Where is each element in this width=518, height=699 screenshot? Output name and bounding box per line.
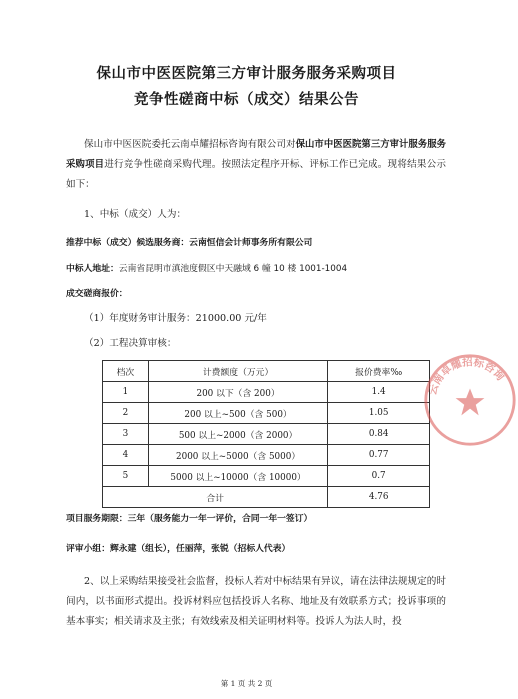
rate-cell: 0.77 (328, 445, 430, 466)
amount-cell: 200 以下（含 200） (148, 382, 327, 403)
review-panel-line: 评审小组：辉永建（组长），任丽萍，张锐（招标人代表） (66, 544, 291, 554)
header-amount: 计费额度（万元） (148, 361, 327, 382)
tier-cell: 3 (103, 424, 149, 445)
amount-cell: 500 以上~2000（含 2000） (148, 424, 327, 445)
intro-paragraph (66, 135, 446, 195)
rate-cell: 1.4 (328, 382, 430, 403)
tier-cell: 5 (103, 466, 149, 487)
amount-cell: 5000 以上~10000（含 10000） (148, 466, 327, 487)
table-total-row (103, 487, 430, 508)
company-seal-icon (422, 352, 518, 448)
amount-cell: 200 以上~500（含 500） (148, 403, 327, 424)
service-period-line: 项目服务期限：三年（服务能力一年一评价，合同一年一签订） (66, 514, 313, 524)
intro-project-name: 保山市中医医院第三方审计服务服务采购项目 (66, 139, 447, 170)
annual-fee-line: （1）年度财务审计服务：21000.00 元/年 (84, 313, 267, 324)
header-tier: 档次 (103, 361, 149, 382)
header-rate: 报价费率‰ (328, 361, 430, 382)
candidate-line (66, 236, 312, 250)
svg-text:云南卓耀招标咨询: 云南卓耀招标咨询 (426, 356, 507, 397)
table-row (103, 466, 430, 487)
table-row (103, 403, 430, 424)
rate-cell: 1.05 (328, 403, 430, 424)
fee-rate-table (102, 360, 430, 508)
rate-cell: 0.7 (328, 466, 430, 487)
total-label: 合计 (103, 487, 328, 508)
candidate-label: 推荐中标（成交）候选服务商： (66, 238, 190, 248)
section2-paragraph: 2、以上采购结果接受社会监督，投标人若对中标结果有异议，请在法律法规规定的时间内，以书面形式提出。投诉材料应包括投诉人名称、地址及有效联系方式；投诉事项的基本事实；相关请求及主张；有效线索及相关证明材料等。投诉人为法人时，投 (66, 576, 446, 627)
page-footer: 第 1 页 共 2 页 (220, 679, 273, 688)
document-title-line2: 竞争性磋商中标（成交）结果公告 (134, 92, 359, 108)
address-line (66, 262, 347, 276)
address-label: 中标人地址： (66, 264, 119, 274)
tier-cell: 1 (103, 382, 149, 403)
rate-cell: 0.84 (328, 424, 430, 445)
table-header-row (103, 361, 430, 382)
table-row (103, 445, 430, 466)
table-row (103, 382, 430, 403)
intro-post: 进行竞争性磋商采购代理。按照法定程序开标、评标工作已完成。现将结果公示如下： (66, 159, 446, 190)
table-row (103, 424, 430, 445)
total-value: 4.76 (328, 487, 430, 508)
settlement-heading: （2）工程决算审核： (84, 338, 177, 349)
intro-pre: 保山市中医医院委托云南卓耀招标咨询有限公司对 (84, 139, 296, 150)
price-heading: 成交磋商报价： (66, 289, 128, 299)
section1-heading: 1、中标（成交）人为： (84, 209, 187, 220)
tier-cell: 2 (103, 403, 149, 424)
candidate-value: 云南恒信会计师事务所有限公司 (189, 238, 313, 248)
tier-cell: 4 (103, 445, 149, 466)
amount-cell: 2000 以上~5000（含 5000） (148, 445, 327, 466)
address-value: 云南省昆明市滇池度假区中天融域 6 幢 10 楼 1001-1004 (118, 264, 348, 274)
document-title-line1: 保山市中医医院第三方审计服务服务采购项目 (96, 66, 397, 82)
